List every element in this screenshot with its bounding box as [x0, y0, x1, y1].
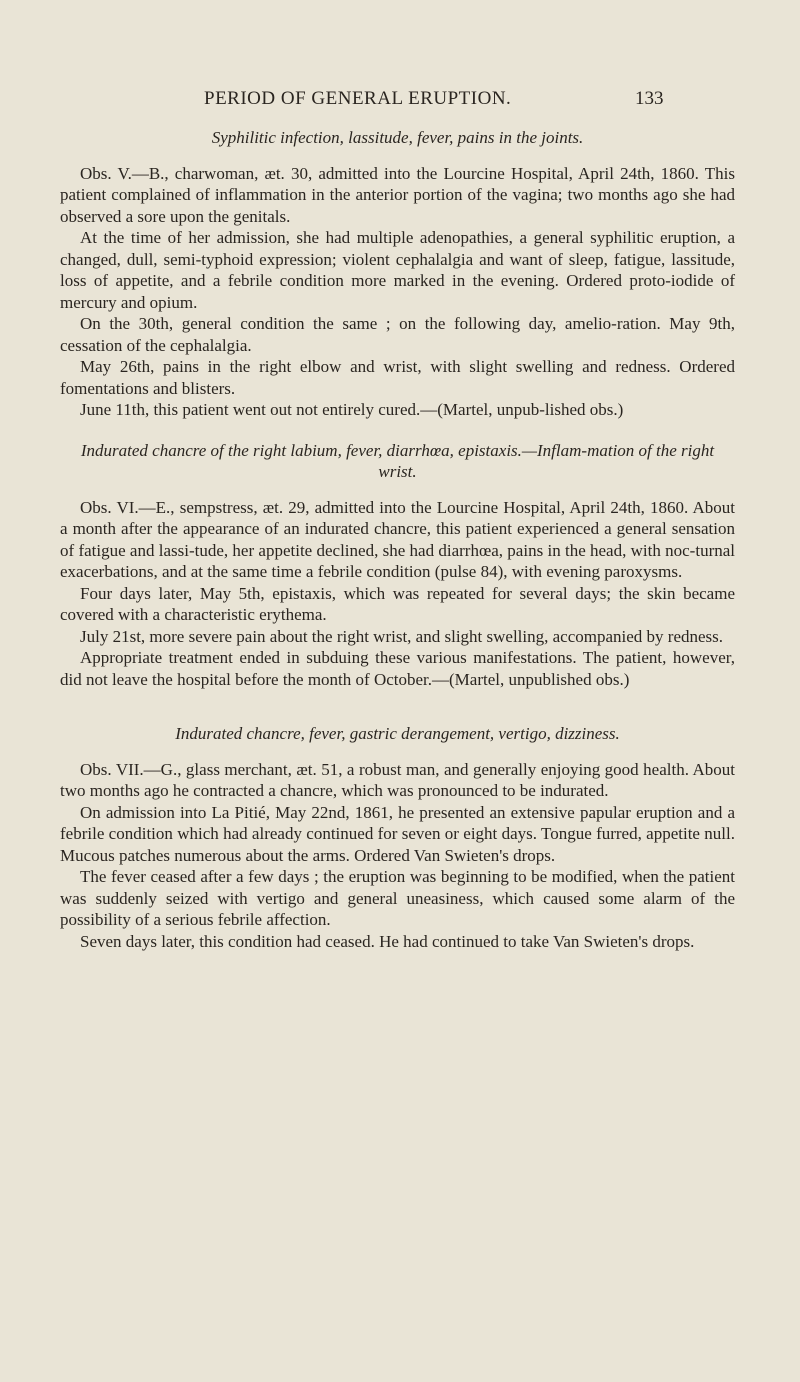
- paragraph: The fever ceased after a few days ; the eruption was beginning to be modified, when the patient was suddenly seized with vertigo and general uneasiness, which caused some alarm of the possibility of a serious febrile affection.: [60, 867, 735, 929]
- paragraph: July 21st, more severe pain about the right wrist, and slight swelling, accompanied by redness.: [80, 626, 724, 646]
- paragraph: At the time of her admission, she had multiple adenopathies, a general syphilitic eruption, a changed, dull, semi-typhoid expression; violent cephalalgia and want of sleep, fatigue, lassitude, loss of appetite, and a febrile condition more marked in the evening. Ordered proto-iodide of mercury and opium.: [60, 228, 735, 312]
- paragraph: Obs. VII.—G., glass merchant, æt. 51, a robust man, and generally enjoying good health. About two months ago he contracted a chancre, which was pronounced to be indurated.: [60, 759, 735, 800]
- paragraph: May 26th, pains in the right elbow and wrist, with slight swelling and redness. Ordered fomentations and blisters.: [60, 357, 735, 398]
- page-number: 133: [635, 88, 664, 109]
- case-heading: Syphilitic infection, lassitude, fever, pains in the joints.: [211, 128, 584, 147]
- paragraph: Appropriate treatment ended in subduing these various manifestations. The patient, however, did not leave the hospital before the month of October.—(Martel, unpublished obs.): [60, 648, 735, 689]
- paragraph: On the 30th, general condition the same ; on the following day, amelio-ration. May 9th, cessation of the cephalalgia.: [60, 314, 735, 355]
- case-heading: Indurated chancre, fever, gastric derangement, vertigo, dizziness.: [175, 724, 620, 743]
- paragraph: Obs. V.—B., charwoman, æt. 30, admitted into the Lourcine Hospital, April 24th, 1860. This patient complained of inflammation in the anterior portion of the vagina; two months ago she had observed a sore upon the genitals.: [60, 163, 735, 226]
- paragraph: On admission into La Pitié, May 22nd, 1861, he presented an extensive papular eruption and a febrile condition which had already continued for seven or eight days. Tongue furred, appetite null. Mucous patches numerous about the arms. Ordered Van Swieten's drops.: [60, 802, 735, 865]
- paragraph: Four days later, May 5th, epistaxis, which was repeated for several days; the skin became covered with a characteristic erythema.: [60, 583, 735, 624]
- paragraph: Seven days later, this condition had ceased. He had continued to take Van Swieten's drops.: [80, 931, 695, 951]
- paragraph: Obs. VI.—E., sempstress, æt. 29, admitted into the Lourcine Hospital, April 24th, 1860. About a month after the appearance of an indurated chancre, this patient experienced a general sensation of fatigue and lassi-tude, her appetite declined, she had diarrhœa, pains in the head, with noc-turnal exacerbations, and at the same time a febrile condition (pulse 84), with evening paroxysms.: [60, 497, 735, 581]
- case-heading: Indurated chancre of the right labium, fever, diarrhœa, epistaxis.—Inflam-mation of the right wrist.: [80, 440, 715, 481]
- page-body: [60, 127, 735, 952]
- running-title: PERIOD OF GENERAL ERUPTION.: [204, 88, 512, 109]
- paragraph: June 11th, this patient went out not entirely cured.—(Martel, unpub-lished obs.): [80, 400, 624, 419]
